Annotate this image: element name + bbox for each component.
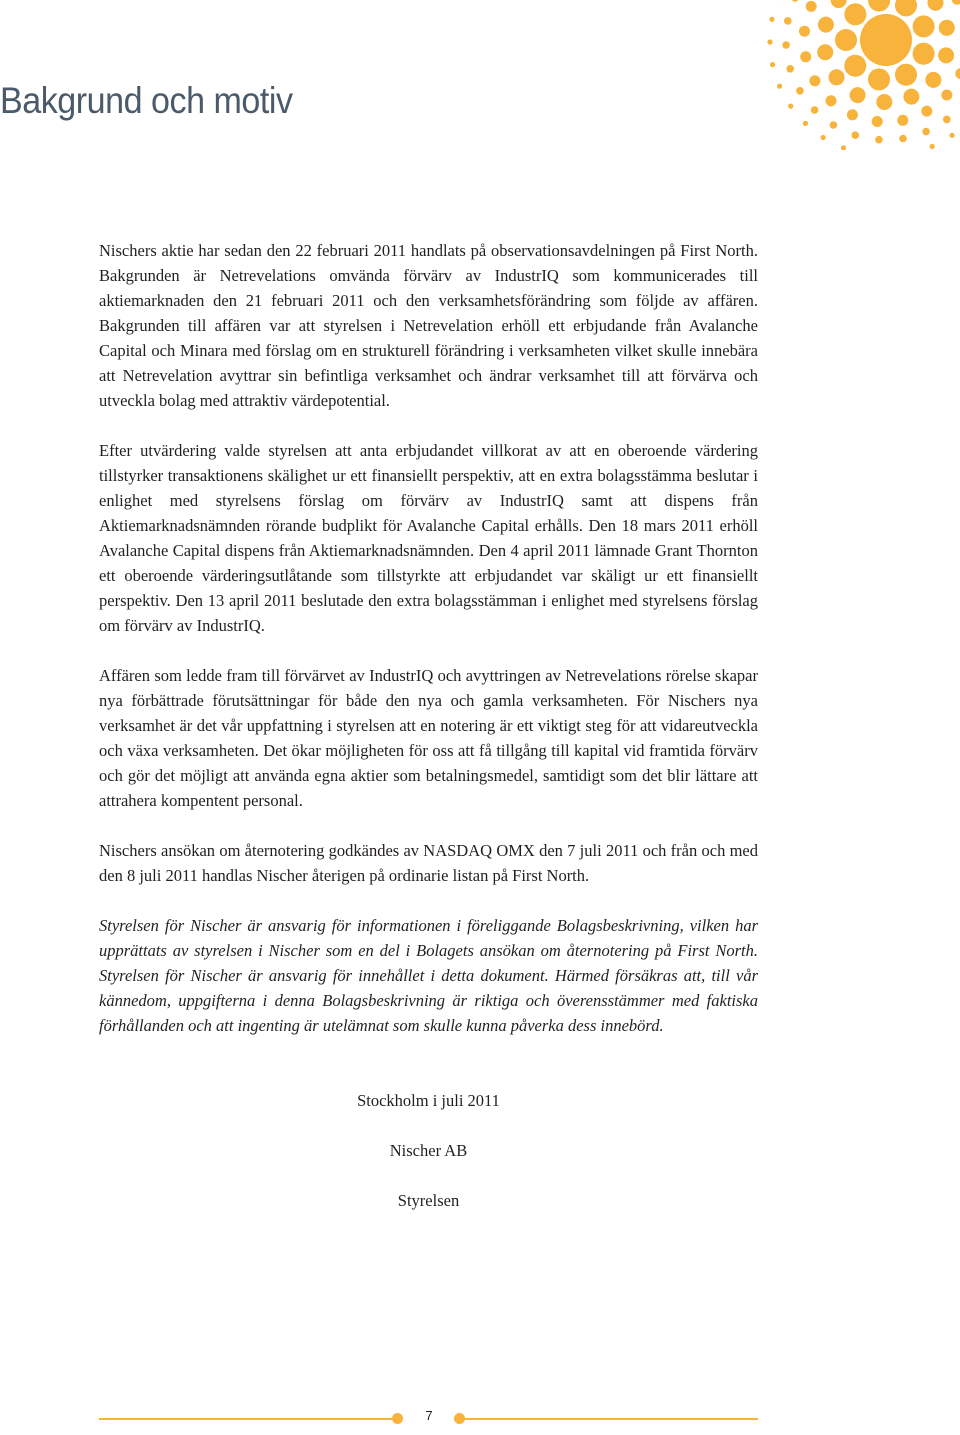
decorative-dot	[806, 1, 817, 12]
decorative-dot	[835, 29, 857, 51]
decorative-dot	[868, 68, 890, 90]
decorative-dot	[876, 94, 892, 110]
page-footer	[99, 1405, 758, 1435]
responsibility-statement: Styrelsen för Nischer är ansvarig för informationen i föreliggande Bolagsbeskrivning, vilken har upprättats av styrelsen i Nischer som en del i Bolagets ansökan om åternotering på First North. Styrelsen för Nischer är ansvarig för innehållet i detta dokument. Härmed försäkras att, till vår kännedom, uppgifterna i denna Bolagsbeskrivning är riktiga och överensstämmer med faktiska förhållanden och att ingenting är utelämnat som skulle kunna påverka dess innebörd.	[99, 913, 758, 1038]
decorative-dot	[844, 55, 866, 77]
decorative-dot	[897, 115, 908, 126]
orange-dot-cluster-icon	[760, 0, 960, 150]
decorative-dot	[950, 133, 955, 138]
decorative-dot	[872, 116, 883, 127]
decorative-dot	[922, 128, 930, 136]
page-title: Bakgrund och motiv	[0, 80, 293, 122]
decorative-dot	[913, 15, 935, 37]
decorative-dot	[767, 39, 772, 44]
signature-block	[99, 1088, 758, 1238]
decorative-dot	[788, 104, 793, 109]
decorative-dot	[930, 144, 935, 149]
decorative-dot	[925, 72, 941, 88]
decorative-dot	[939, 20, 955, 36]
signature-place-date: Stockholm i juli 2011	[99, 1088, 758, 1113]
signature-board: Styrelsen	[99, 1188, 758, 1213]
signature-company: Nischer AB	[99, 1138, 758, 1163]
decorative-dot	[860, 14, 912, 66]
body-text	[99, 238, 758, 1063]
decorative-dot	[952, 0, 960, 5]
decorative-dot	[903, 89, 919, 105]
decorative-dot	[809, 75, 820, 86]
decorative-dot	[913, 43, 935, 65]
decorative-dot	[826, 95, 837, 106]
decorative-dot	[777, 84, 782, 89]
decorative-dot	[784, 17, 792, 25]
decorative-dot	[955, 68, 960, 79]
paragraph-2: Efter utvärdering valde styrelsen att anta erbjudandet villkorat av att en oberoende värdering tillstyrker transaktionens skälighet ur ett finansiellt perspektiv, att en extra bolagsstämma beslutar i enlighet med styrelsens förslag om förvärv av IndustrIQ samt att dispens från Aktiemarknadsnämnden rörande budplikt för Avalanche Capital erhålls. Den 18 mars 2011 erhöll Avalanche Capital dispens från Aktiemarknadsnämnden. Den 4 april 2011 lämnade Grant Thornton ett oberoende värderingsutlåtande som tillstyrkte att erbjudandet var skäligt ur ett finansiellt perspektiv. Den 13 april 2011 beslutade den extra bolagsstämman i enlighet med styrelsens förslag om förvärv av IndustrIQ.	[99, 438, 758, 638]
decorative-dot	[786, 65, 794, 73]
decorative-dot	[799, 26, 810, 37]
decorative-dot	[875, 136, 883, 144]
decorative-dot	[796, 87, 804, 95]
decorative-dot	[818, 17, 834, 33]
decorative-dot	[847, 109, 858, 120]
decorative-dot	[770, 62, 775, 67]
decorative-dot	[895, 64, 917, 86]
decorative-dot	[800, 51, 811, 62]
paragraph-3: Affären som ledde fram till förvärvet av IndustrIQ och avyttringen av Netrevelations rörelse skapar nya förbättrade förutsättningar för både den nya och gamla verksamheten. För Nischers nya verksamhet är det vår uppfattning i styrelsen att en notering är ett viktigt steg för att vidareutveckla och växa verksamheten. Det ökar möjligheten för oss att få tillgång till kapital vid framtida förvärv och gör det möjligt att använda egna aktier som betalningsmedel, samtidigt som det blir lättare att attrahera kompentent personal.	[99, 663, 758, 813]
decorative-dot	[791, 0, 799, 2]
footer-rule-left	[99, 1418, 395, 1420]
decorative-dot	[817, 44, 833, 60]
page-number: 7	[417, 1408, 441, 1423]
decorative-dot	[769, 17, 774, 22]
decorative-dot	[841, 145, 846, 150]
decorative-dot	[811, 106, 819, 114]
decorative-dot	[921, 106, 932, 117]
decorative-dot	[943, 116, 951, 124]
decorative-dot	[941, 90, 952, 101]
decorative-dot	[831, 0, 847, 8]
decorative-dot	[895, 0, 917, 16]
footer-dot-left-icon	[392, 1413, 403, 1424]
decorative-dot	[938, 47, 954, 63]
footer-rule-right	[459, 1418, 758, 1420]
decorative-dot	[844, 3, 866, 25]
decorative-dot	[928, 0, 944, 11]
decorative-dot	[829, 69, 845, 85]
paragraph-4: Nischers ansökan om åternotering godkändes av NASDAQ OMX den 7 juli 2011 och från och med den 8 juli 2011 handlas Nischer återigen på ordinarie listan på First North.	[99, 838, 758, 888]
decorative-dot	[850, 87, 866, 103]
decorative-dot	[830, 121, 838, 129]
decorative-dot	[782, 41, 790, 49]
decorative-dot	[868, 0, 890, 12]
decorative-dot	[821, 135, 826, 140]
decorative-dot	[803, 121, 808, 126]
decorative-dot	[899, 135, 907, 143]
decorative-dot	[852, 131, 860, 139]
paragraph-1: Nischers aktie har sedan den 22 februari 2011 handlats på observationsavdelningen på First North. Bakgrunden är Netrevelations omvända förvärv av IndustrIQ som kommunicerades till aktiemarknaden den 21 februari 2011 och den verksamhetsförändring som följde av affären. Bakgrunden till affären var att styrelsen i Netrevelation erhöll ett erbjudande från Avalanche Capital och Minara med förslag om en strukturell förändring i verksamheten vilket skulle innebära att Netrevelation avyttrar sin befintliga verksamhet och ändrar verksamhet till att förvärva och utveckla bolag med attraktiv värdepotential.	[99, 238, 758, 413]
